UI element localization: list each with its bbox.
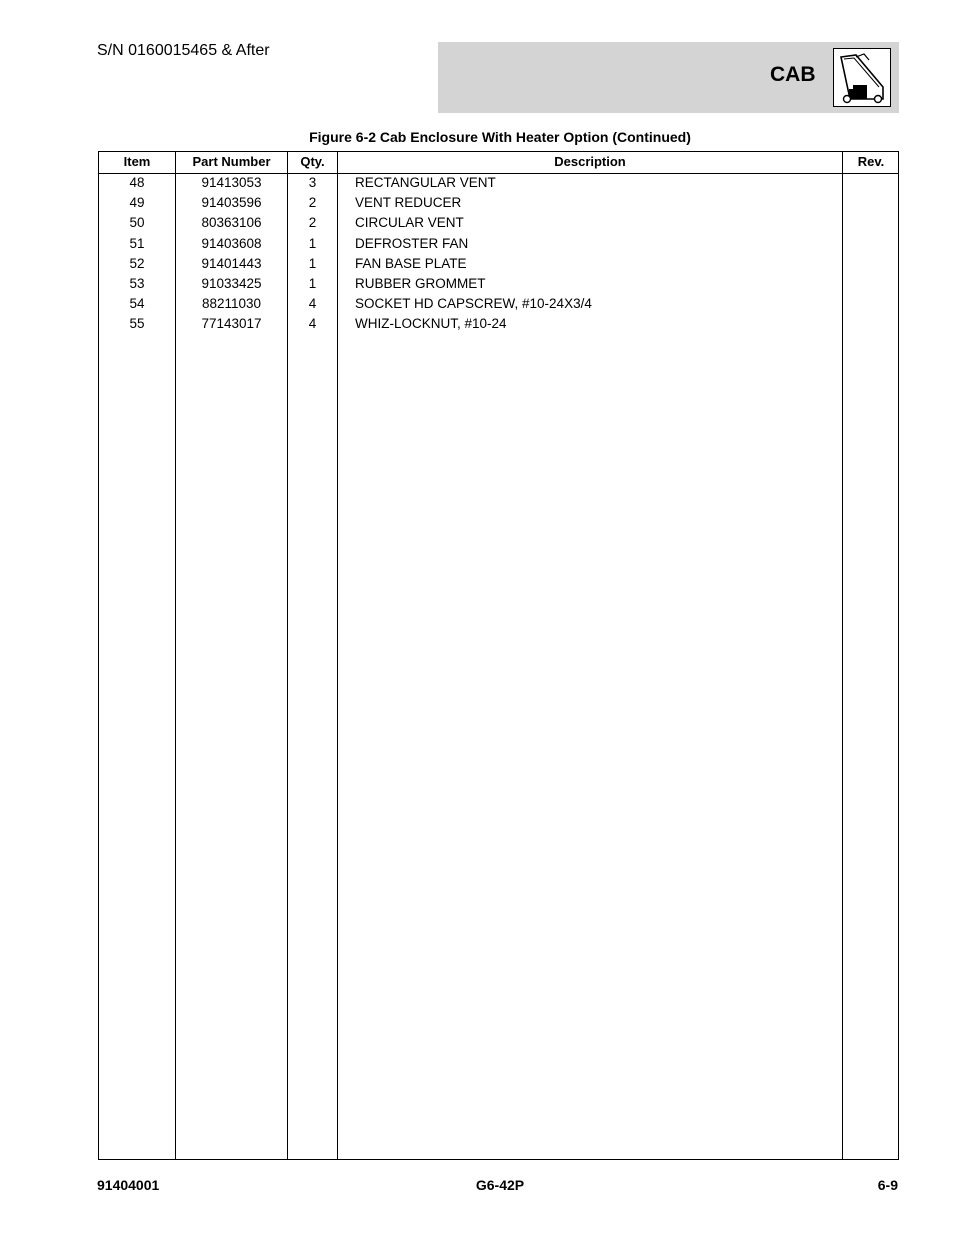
quantity: 4 <box>308 296 317 312</box>
quantity: 1 <box>308 255 317 271</box>
description: RECTANGULAR VENT <box>355 175 496 190</box>
description: WHIZ-LOCKNUT, #10-24 <box>355 316 507 332</box>
part-number: 91403608 <box>201 235 262 251</box>
description: FAN BASE PLATE <box>355 255 467 271</box>
parts-table <box>98 151 899 1160</box>
table-body <box>99 174 898 336</box>
section-title: CAB <box>770 63 816 86</box>
item-number: 54 <box>129 296 145 312</box>
header-rev: Rev. <box>857 154 885 169</box>
quantity: 2 <box>308 195 317 211</box>
footer-page-number: 6-9 <box>877 1177 898 1193</box>
header-item: Item <box>123 154 151 169</box>
item-number: 55 <box>129 316 145 332</box>
table-row <box>99 315 898 335</box>
part-number: 88211030 <box>201 296 262 312</box>
description: SOCKET HD CAPSCREW, #10-24X3/4 <box>355 296 592 312</box>
description: VENT REDUCER <box>355 195 462 211</box>
cab-machine-icon <box>833 48 891 107</box>
section-tab <box>438 42 899 113</box>
part-number: 77143017 <box>201 316 262 332</box>
table-row <box>99 174 898 194</box>
item-number: 50 <box>129 215 145 231</box>
item-number: 52 <box>129 255 145 271</box>
serial-number: S/N 0160015465 & After <box>97 42 270 59</box>
table-row <box>99 194 898 214</box>
quantity: 1 <box>308 235 317 251</box>
table-row <box>99 275 898 295</box>
table-row <box>99 295 898 315</box>
quantity: 4 <box>308 316 317 332</box>
table-row <box>99 255 898 275</box>
item-number: 48 <box>129 175 145 190</box>
part-number: 91401443 <box>201 255 262 271</box>
figure-title: Figure 6-2 Cab Enclosure With Heater Option (Continued) <box>309 129 691 145</box>
item-number: 53 <box>129 275 145 291</box>
footer-doc-number: 91404001 <box>97 1177 160 1193</box>
part-number: 91033425 <box>201 275 262 291</box>
item-number: 51 <box>129 235 145 251</box>
quantity: 3 <box>308 175 317 190</box>
part-number: 91403596 <box>201 195 262 211</box>
quantity: 2 <box>308 215 317 231</box>
part-number: 91413053 <box>201 175 262 190</box>
part-number: 80363106 <box>201 215 262 231</box>
footer-model: G6-42P <box>475 1177 525 1193</box>
header-description: Description <box>554 154 626 169</box>
quantity: 1 <box>308 275 317 291</box>
description: RUBBER GROMMET <box>355 275 486 291</box>
table-row <box>99 235 898 255</box>
description: DEFROSTER FAN <box>355 235 469 251</box>
header-part-number: Part Number <box>192 154 271 169</box>
table-row <box>99 214 898 234</box>
item-number: 49 <box>129 195 145 211</box>
description: CIRCULAR VENT <box>355 215 464 231</box>
header-qty: Qty. <box>300 154 325 169</box>
